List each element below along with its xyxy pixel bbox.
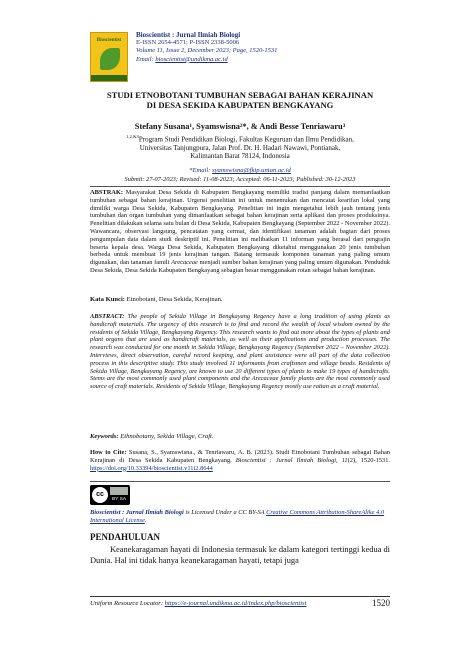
abstrak-text-2: menjadi sumber bahan kerajinan yang paling umum digunakan. Penduduk Desa Sekida, Desa Sekida Kabupaten Bengkayang sebagian besar menggunakan rotan sebagai bahan kerajinan.: [90, 259, 391, 274]
journal-cover-image: [90, 32, 128, 82]
keywords: [90, 433, 390, 441]
license-body: is Licensed Under a CC BY-SA: [183, 509, 267, 516]
article-title: [90, 90, 390, 110]
affiliation-text-1: Program Studi Pendidikan Biologi, Fakultas Keguruan dan Ilmu Pendidikan,: [138, 135, 354, 144]
page-number: 1520: [372, 598, 390, 608]
affiliation-line-1: [90, 133, 390, 144]
corresponding-email-link[interactable]: syamswisna@fkip.untan.ac.id: [212, 167, 291, 174]
journal-email-label: Email:: [136, 55, 156, 63]
abstract-text: The people of Sekida Village in Bengkayang Regency have a long tradition of using plants as handicraft materials. The urgency of this research is to find and record the wealth of local wisdom owned by the residents of Sekida Village, Bengkayang Regency. This research wants to find out more about the types of plants and plant organs that are used as handicraft materials, as well as their applications and production processes. The research was conducted for one month in Sekida Village, Bengkayang Regency (September 2022 – November 2022). Interviews, direct observation, careful record keeping, and plant assistance were all part of the data collection process in this descriptive study. This study involved 11 informants from craftsmen and village heads. Residents of Sekida Village, Bengkayang Regency, are known to use 20 different types of plants to make 19 types of handicrafts. Stems are the most commonly used plant components and the Arecaceae family plants are the most commonly used source of craft materials. Residents of Sekida Village, Bengkayang Regency mostly use rattan as a craft material.: [90, 313, 390, 391]
section-heading: PENDAHULUAN: [90, 532, 161, 542]
title-line-1: STUDI ETNOBOTANI TUMBUHAN SEBAGAI BAHAN KERAJINAN: [106, 90, 374, 100]
journal-name: Bioscientist : Jurnal Ilmiah Biologi: [136, 31, 241, 39]
footer-label: Uniform Resource Locator:: [90, 600, 165, 607]
affiliation-sup: 1,2,&3: [126, 134, 139, 139]
license-link[interactable]: Creative Commons Attribution-ShareAlike 4.0 International License: [90, 509, 385, 524]
corresponding-email: [90, 167, 390, 174]
cc-icon: cc: [92, 487, 108, 503]
how-to-cite: [90, 449, 390, 472]
cc-by-sa-text: BY SA: [111, 497, 127, 502]
keywords-text: Ethnobotany, Sekida Village, Craft.: [118, 433, 214, 440]
kata-kunci-text: Etnobotani, Desa Sekida, Kerajinan.: [124, 296, 223, 303]
abstract-label: ABSTRACT:: [90, 313, 125, 320]
cover-title: Bioscientist: [96, 38, 122, 43]
affiliation-line-2: Universitas Tanjungpura, Jalan Prof. Dr. H. Hadari Nawawi, Pontianak,: [139, 143, 341, 152]
journal-issn: E-ISSN 2654-4571; P-ISSN 2338-5006: [136, 39, 240, 47]
divider: [90, 481, 390, 482]
divider: [90, 186, 390, 187]
cover-bar: [91, 75, 127, 81]
title-line-2: DI DESA SEKIDA KABUPATEN BENGKAYANG: [146, 100, 334, 110]
cite-label: How to Cite:: [90, 449, 127, 456]
footer-url: [90, 600, 390, 607]
license-journal: Bioscientist : Jurnal Ilmiah Biologi: [90, 509, 184, 516]
journal-volume: Volume 11, Issue 2, December 2023; Page, 1520-1531: [136, 47, 278, 55]
cite-issue: (2), 1520-1531.: [347, 456, 390, 464]
abstrak-paragraph: [90, 189, 390, 275]
kata-kunci: [90, 296, 390, 304]
affiliation-line-3: Kalimantan Barat 78124, Indonesia: [190, 152, 290, 161]
author-list: Stefany Susana¹, Syamswisna²*, & Andi Besse Tenriawaru³: [134, 122, 346, 131]
article-dates: Submit: 27-07-2023; Revised: 11-08-2023; Accepted: 06-11-2023; Published: 30-12-2023: [124, 176, 356, 183]
license-end: .: [144, 517, 147, 524]
abstrak-italic: Arecaceae: [171, 259, 198, 267]
footer-divider: [90, 596, 390, 597]
abstrak-text: Masyarakat Desa Sekida di Kabupaten Bengkayang memiliki tradisi panjang dalam memanfaatkan tumbuhan sebagai bahan kerajinan. Urgensi penelitian ini untuk menemukan dan mencatat kearifan lokal yang dimiliki warga Desa Sekida, Kabupaten Bengkayang. Penelitian ini ingin mengetahui lebih jauh tentang jenis tumbuhan dan organ tumbuhan yang dimanfaatkan sebagai bahan kerajinan serta aplikasi dan proses produksinya. Penelitian dilakukan selama satu bulan di Desa Sekida, Kabupaten Bengkayang (September 2022 - November 2022). Wawancara, observasi langsung, pencatatan yang cermat, dan identifikasi tanaman adalah bagian dari proses pengumpulan data dalam studi deskriptif ini. Penelitian ini melibatkan 11 informan yang berasal dari pengrajin beserta kepala desa. Warga Desa Sekida, Kabupaten Bengkayang diketahui menggunakan 20 jenis tumbuhan berbeda untuk membuat 19 jenis kerajinan tangan. Batang termasuk komponen tanaman yang paling umum digunakan, dan tanaman famili: [90, 189, 390, 267]
license-text: [90, 509, 390, 525]
cc-by-sa-badge[interactable]: [90, 485, 130, 505]
journal-info: [136, 31, 356, 64]
leaf-icon: [100, 48, 120, 70]
kata-kunci-label: Kata Kunci:: [90, 296, 125, 303]
journal-email-line: [136, 56, 356, 64]
cite-journal: Bioscientist : Jurnal Ilmiah Biologi, 11: [235, 456, 348, 464]
cite-text: Susana, S., Syamswisna., & Tenriawaru, A. B. (2023). Studi Etnobotani Tumbuhan sebagai Bahan Kerajinan di Desa Sekida Kabupaten Bengkayang.: [90, 449, 390, 464]
affiliation: [90, 133, 390, 161]
abstract-paragraph: [90, 313, 390, 391]
intro-paragraph: Keanekaragaman hayati di Indonesia termasuk ke dalam kategori tertinggi kedua di Dunia. Hal ini tidak hanya keanekaragaman hayati, tetapi juga: [90, 545, 390, 565]
abstrak-label: ABSTRAK:: [90, 189, 124, 196]
corresponding-email-label: *Email:: [189, 167, 213, 174]
cc-by-icon: [110, 487, 128, 495]
doi-link[interactable]: https://doi.org/10.33394/bioscientist.v11i2.8644: [90, 464, 213, 472]
footer-link[interactable]: https://e-journal.undikma.ac.id/index.php/bioscientist: [164, 600, 307, 607]
journal-email-link[interactable]: bioscientist@undikma.ac.id: [155, 55, 228, 63]
keywords-label: Keywords:: [90, 433, 119, 440]
